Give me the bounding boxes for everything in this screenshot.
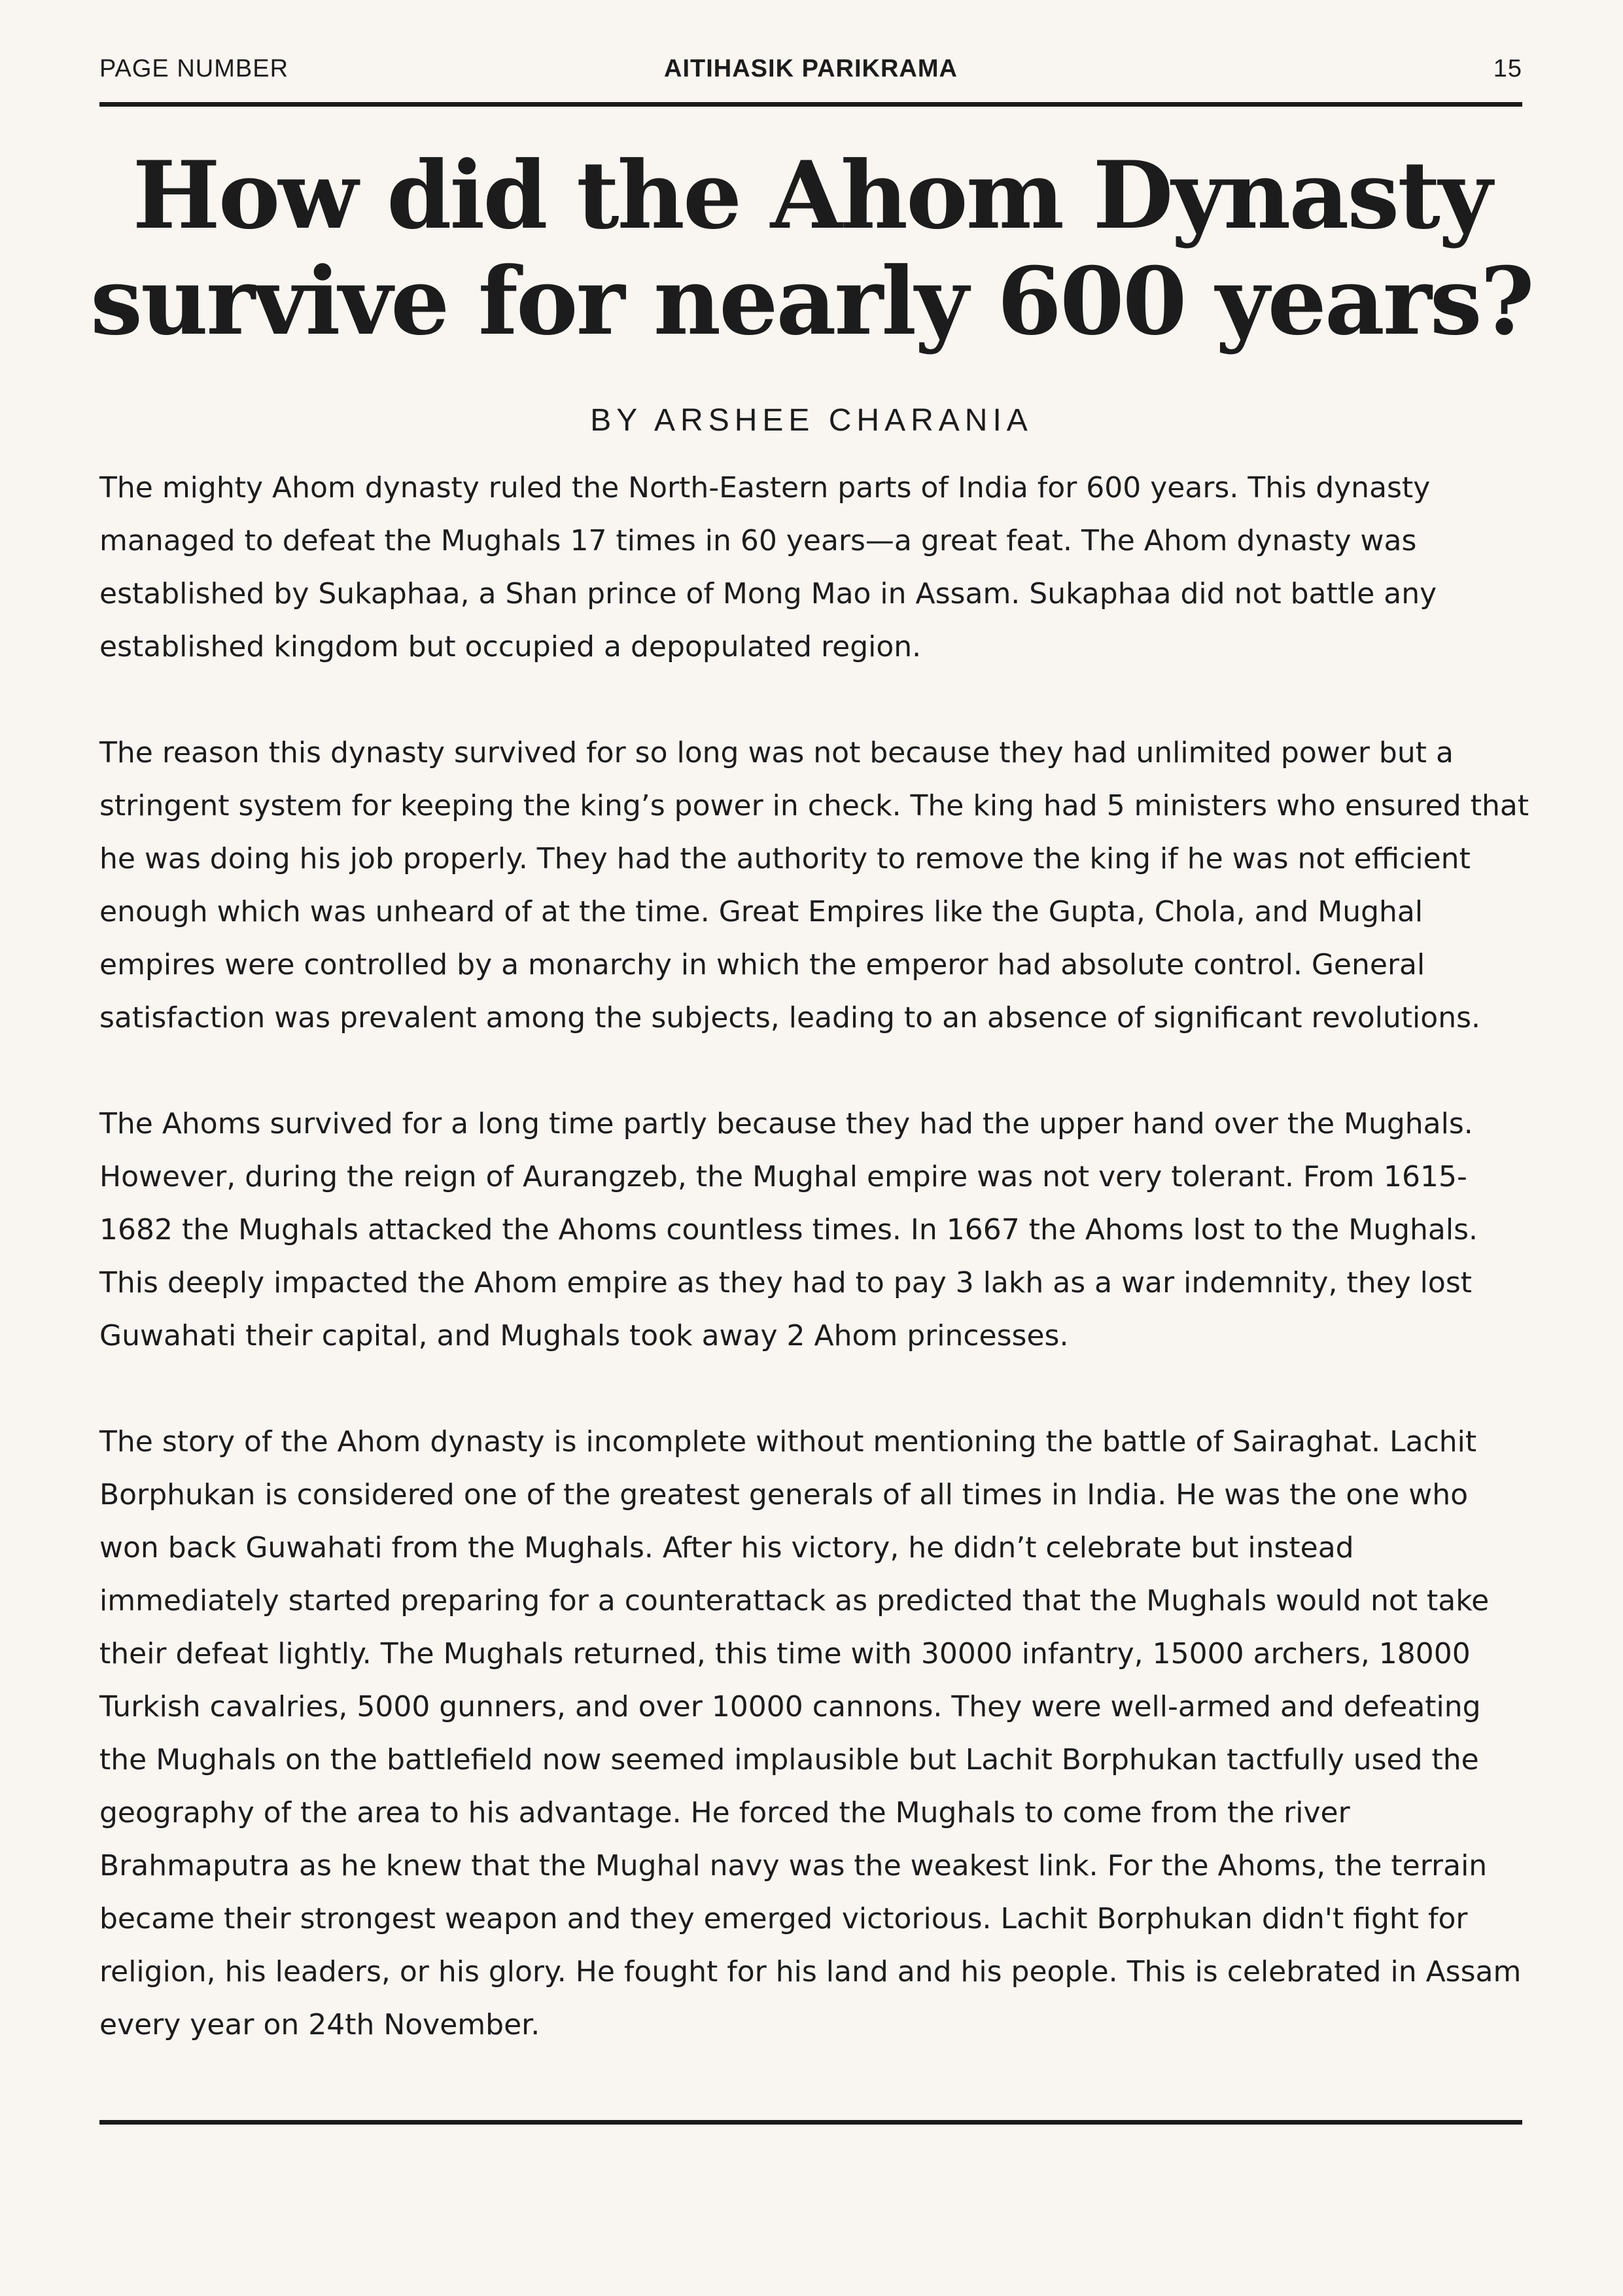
footer-divider <box>99 2120 1522 2125</box>
page-number-label: PAGE NUMBER <box>99 55 289 82</box>
article-paragraph: The story of the Ahom dynasty is incomplete without mentioning the battle of Sairaghat. Lachit Borphukan is considered one of the greatest generals of all times in India. He was the one who won back Guwahati from the Mughals. After his victory, he didn’t celebrate but instead immediately started preparing for a counterattack as predicted that the Mughals would not take their defeat lightly. The Mughals returned, this time with 30000 infantry, 15000 archers, 18000 Turkish cavalries, 5000 gunners, and over 10000 cannons. They were well-armed and defeating the Mughals on the battlefield now seemed implausible but Lachit Borphukan tactfully used the geography of the area to his advantage. He forced the Mughals to come from the river Brahmaputra as he knew that the Mughal navy was the weakest link. For the Ahoms, the terrain became their strongest weapon and they emerged victorious. Lachit Borphukan didn't fight for religion, his leaders, or his glory. He fought for his land and his people. This is celebrated in Assam every year on 24th November. <box>99 1425 1522 2041</box>
page-number: 15 <box>1493 55 1522 82</box>
header-divider <box>99 102 1522 107</box>
article-byline: BY ARSHEE CHARANIA <box>590 403 1033 438</box>
article-paragraph: The reason this dynasty survived for so long was not because they had unlimited power but a stringent system for keeping the king’s power in check. The king had 5 ministers who ensured that he was doing his job properly. They had the authority to remove the king if he was not efficient enough which was unheard of at the time. Great Empires like the Gupta, Chola, and Mughal empires were controlled by a monarchy in which the emperor had absolute control. General satisfaction was prevalent among the subjects, leading to an absence of significant revolutions. <box>99 736 1529 1034</box>
article-paragraph: The Ahoms survived for a long time partly because they had the upper hand over the Mughals. However, during the reign of Aurangzeb, the Mughal empire was not very tolerant. From 1615-1682 the Mughals attacked the Ahoms countless times. In 1667 the Ahoms lost to the Mughals. This deeply impacted the Ahom empire as they had to pay 3 lakh as a war indemnity, they lost Guwahati their capital, and Mughals took away 2 Ahom princesses. <box>99 1107 1478 1352</box>
article-paragraph: The mighty Ahom dynasty ruled the North-Eastern parts of India for 600 years. This dynasty managed to defeat the Mughals 17 times in 60 years—a great feat. The Ahom dynasty was established by Sukaphaa, a Shan prince of Mong Mao in Assam. Sukaphaa did not battle any established kingdom but occupied a depopulated region. <box>99 471 1437 663</box>
article-body <box>99 461 1532 2104</box>
article-title-line-1: How did the Ahom Dynasty <box>132 141 1491 250</box>
page-header <box>99 51 1522 90</box>
article-title-line-2: survive for nearly 600 years? <box>90 247 1533 356</box>
publication-title: AITIHASIK PARIKRAMA <box>664 55 958 82</box>
article-title <box>79 143 1544 355</box>
